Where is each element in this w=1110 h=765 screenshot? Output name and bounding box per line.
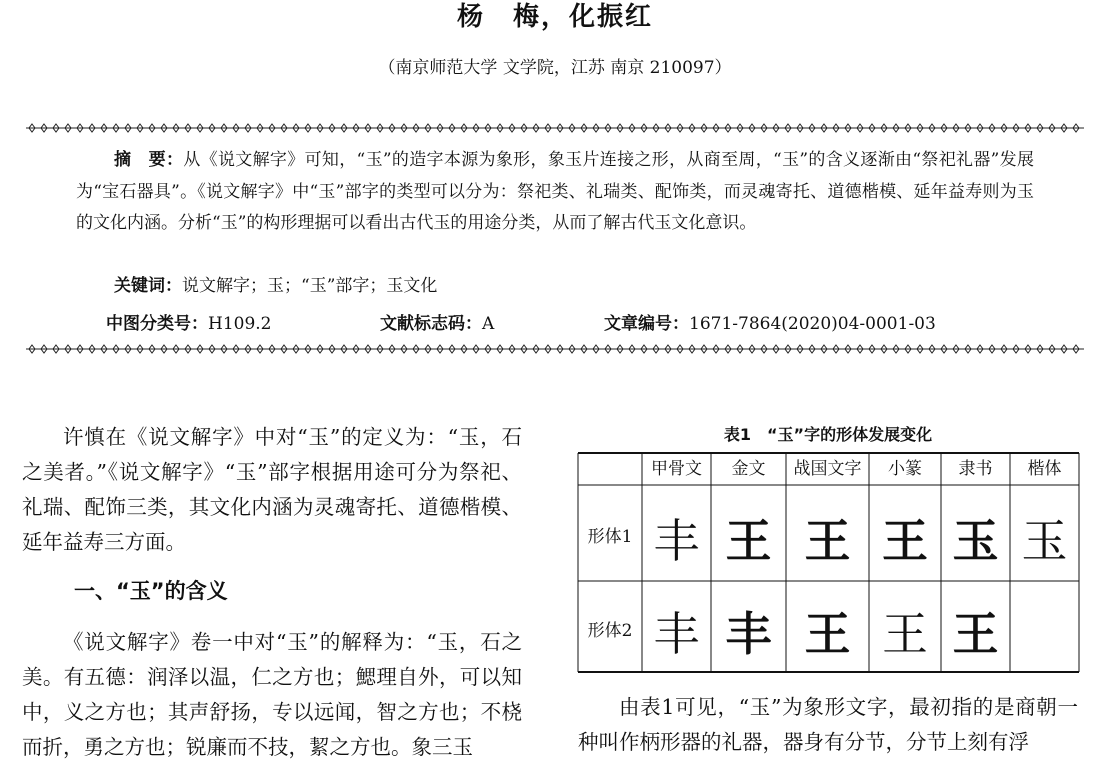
table-row-label-2: 形体2 (587, 621, 633, 641)
glyph-bronze-2: 丰 (725, 607, 772, 661)
table-header-clerical: 隶书 (958, 459, 993, 479)
doc-code-label: 文献标志码： (380, 314, 482, 334)
body-paragraph-1: 许慎在《说文解字》中对“玉”的定义为：“玉，石之美者。”《说文解字》“玉”部字根据用途可分为祭祀、礼瑞、配饰三类，其文化内涵为灵魂寄托、道德楷模、延年益寿三方面。 (22, 425, 522, 554)
glyph-clerical-2: 王 (952, 607, 999, 661)
decorative-rule-top (26, 122, 1084, 134)
clc-number (106, 309, 272, 334)
glyph-bronze-1: 王 (725, 514, 772, 568)
article-number-value: 1671-7864(2020)04-0001-03 (689, 314, 936, 334)
article-number (604, 309, 936, 334)
author-names: 杨 梅，化振红 (456, 2, 653, 32)
keywords-label: 关键词： (114, 276, 182, 296)
body-paragraph-2: 《说文解字》卷一中对“玉”的解释为：“玉，石之美。有五德：润泽以温，仁之方也；鰓理自外，可以知中，义之方也；其声舒扬，专以远闻，智之方也；不桡而折，勇之方也；锐廉而不技，絜之方也。象三玉 (22, 630, 522, 759)
abstract-text: 从《说文解字》可知，“玉”的造字本源为象形，象玉片连接之形，从商至周，“玉”的含义逐渐由“祭祀礼器”发展为“宝石器具”。《说文解字》中“玉”部字的类型可以分为：祭祀类、礼瑞类、配饰类，而灵魂寄托、道德楷模、延年益寿则为玉的文化内涵。分析“玉”的构形理据可以看出古代玉的用途分类，从而了解古代玉文化意识。 (76, 150, 1035, 233)
table-row-label-1: 形体1 (587, 527, 633, 547)
table-header-bronze: 金文 (731, 459, 766, 479)
table-header-small-seal: 小篆 (888, 459, 922, 479)
glyph-warring-states-1: 王 (804, 514, 851, 568)
author-affiliation: （南京师范大学 文学院，江苏 南京 210097） (378, 58, 732, 78)
document-code (380, 309, 494, 334)
doc-code-value: A (482, 314, 495, 334)
glyph-small-seal-2: 王 (882, 607, 928, 661)
article-number-label: 文章编号： (604, 314, 689, 334)
clc-value: H109.2 (208, 314, 272, 334)
abstract-label: 摘 要： (114, 150, 184, 170)
table-title: 表1 “玉”字的形体发展变化 (723, 425, 933, 444)
clc-label: 中图分类号： (106, 314, 208, 334)
glyph-clerical-1: 玉 (952, 514, 999, 568)
glyph-oracle-2: 丰 (653, 607, 700, 661)
table-header-regular: 楷体 (1027, 459, 1062, 479)
section-heading: 一、“玉”的含义 (74, 579, 228, 603)
keywords-text: 说文解字；玉；“玉”部字；玉文化 (182, 276, 438, 296)
glyph-regular-1: 玉 (1021, 514, 1068, 568)
keywords-line (114, 271, 437, 296)
decorative-rule-bottom (26, 343, 1084, 355)
abstract (76, 145, 1034, 240)
table-header-warring-states: 战国文字 (793, 459, 862, 479)
body-paragraph-3: 由表1可见，“玉”为象形文字，最初指的是商朝一种叫作柄形器的礼器，器身有分节，分节上刻有浮 (578, 695, 1078, 754)
glyph-oracle-1: 丰 (653, 514, 700, 568)
table-header-oracle: 甲骨文 (651, 459, 702, 479)
glyph-warring-states-2: 王 (804, 607, 851, 661)
glyph-small-seal-1: 王 (882, 514, 928, 568)
